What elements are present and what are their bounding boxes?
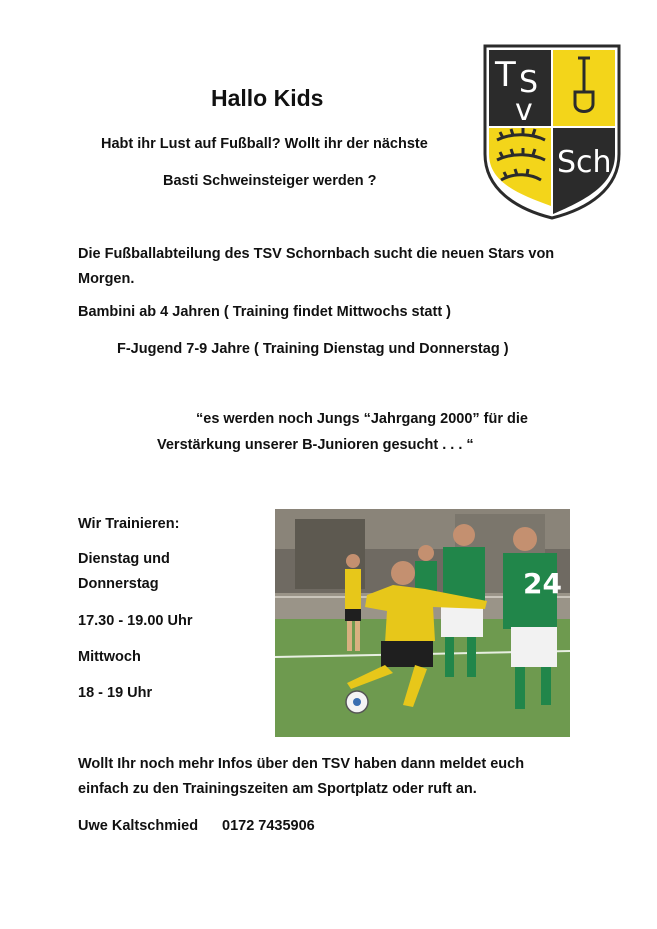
tsv-crest-logo [483, 44, 621, 220]
quote-line-2: Verstärkung unserer B-Junioren gesucht . . . “ [157, 437, 474, 453]
schedule-days-1a: Dienstag und [78, 551, 170, 567]
svg-text:v: v [515, 93, 533, 128]
schedule-heading: Wir Trainieren: [78, 516, 180, 532]
contact-name: Uwe Kaltschmied [78, 818, 199, 834]
svg-text:24: 24 [523, 567, 562, 600]
football-photo [275, 509, 570, 737]
footer-line-2: einfach zu den Trainingszeiten am Sportplatz oder ruft an. [78, 781, 477, 797]
quote-line-1: “es werden noch Jungs “Jahrgang 2000” für die [196, 411, 528, 427]
header-line-1: Habt ihr Lust auf Fußball? Wollt ihr der nächste [101, 136, 428, 152]
header-line-2: Basti Schweinsteiger werden ? [163, 173, 377, 189]
page-title: Hallo Kids [211, 85, 324, 111]
footer-line-1: Wollt Ihr noch mehr Infos über den TSV haben dann meldet euch [78, 756, 525, 772]
schedule-days-1b: Donnerstag [78, 576, 159, 592]
fjugend-info: F-Jugend 7-9 Jahre ( Training Dienstag und Donnerstag ) [117, 341, 509, 357]
contact-phone[interactable]: 0172 7435906 [222, 818, 315, 834]
intro-text: Die Fußballabteilung des TSV Schornbach sucht die neuen Stars von Morgen. [78, 246, 555, 287]
schedule-time-1: 17.30 - 19.00 Uhr [78, 613, 193, 629]
bambini-info: Bambini ab 4 Jahren ( Training findet Mittwochs statt ) [78, 304, 452, 320]
schedule-days-2: Mittwoch [78, 649, 141, 665]
svg-text:T: T [495, 55, 516, 95]
schedule-time-2: 18 - 19 Uhr [78, 685, 153, 701]
svg-text:Sch: Sch [557, 145, 612, 180]
svg-text:S: S [519, 65, 539, 100]
